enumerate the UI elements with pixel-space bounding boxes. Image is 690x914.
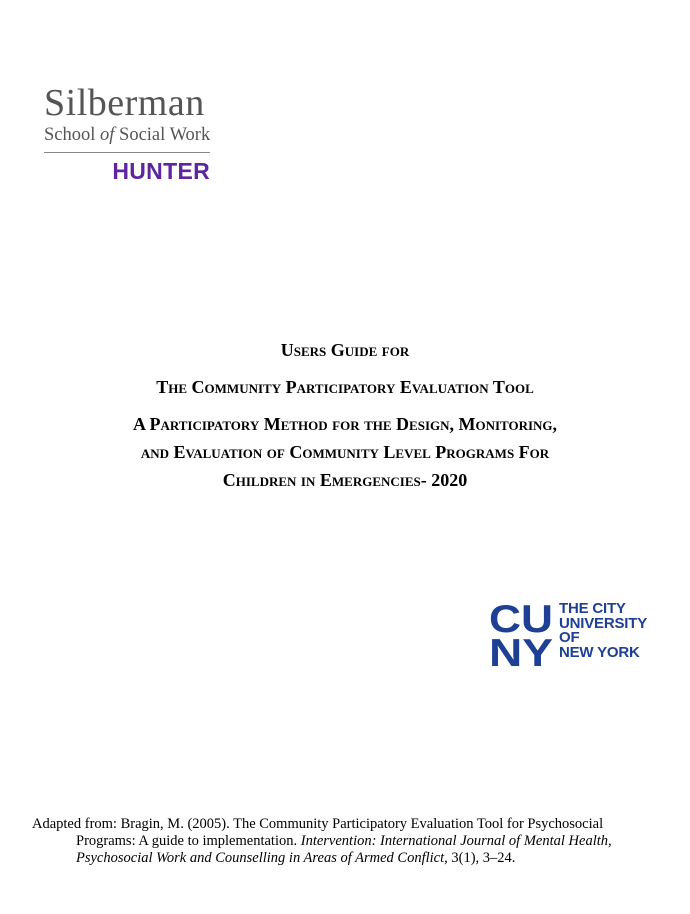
cuny-line-4: NEW YORK (559, 643, 640, 661)
title-line-1: Users Guide for (280, 340, 410, 360)
cuny-mark-top: CU (489, 600, 553, 641)
school-of: of (100, 125, 115, 145)
cuny-mark-bottom: NY (489, 632, 553, 668)
citation-line-1: Adapted from: Bragin, M. (2005). The Community Participatory Evaluation Tool for Psychosocial (32, 816, 604, 832)
citation-journal-1: Intervention: International Journal of Mental Health, (300, 833, 612, 849)
silberman-wordmark: Silberman (44, 82, 205, 124)
title-line-5: Children in Emergencies- 2020 (222, 470, 468, 490)
title-line-2: The Community Participatory Evaluation Tool (156, 377, 534, 397)
hunter-wordmark: HUNTER (112, 158, 210, 184)
cuny-line-3: OF (559, 629, 580, 646)
citation-volume: 3(1), 3–24. (447, 850, 516, 866)
citation-journal-2: Psychosocial Work and Counselling in Areas of Armed Conflict, (76, 850, 448, 866)
cuny-monogram-icon (489, 600, 555, 668)
document-title (0, 336, 690, 494)
school-pre: School (44, 125, 101, 145)
citation-line-3 (32, 850, 652, 867)
title-line-4: and Evaluation of Community Level Programs For (140, 442, 550, 462)
cuny-logo (489, 600, 649, 670)
silberman-logo (44, 84, 214, 185)
school-of-social-work-wordmark (44, 125, 214, 146)
cuny-line-2: UNIVERSITY (559, 614, 648, 632)
citation (32, 816, 652, 867)
title-line-3: A Participatory Method for the Design, Monitoring, (132, 414, 558, 434)
cuny-line-1: THE CITY (559, 600, 626, 617)
citation-line-2-text: Programs: A guide to implementation. (76, 833, 301, 849)
citation-line-2 (32, 833, 652, 850)
cuny-wordmark (559, 602, 647, 660)
logo-divider (44, 152, 210, 153)
school-post: Social Work (114, 125, 211, 145)
